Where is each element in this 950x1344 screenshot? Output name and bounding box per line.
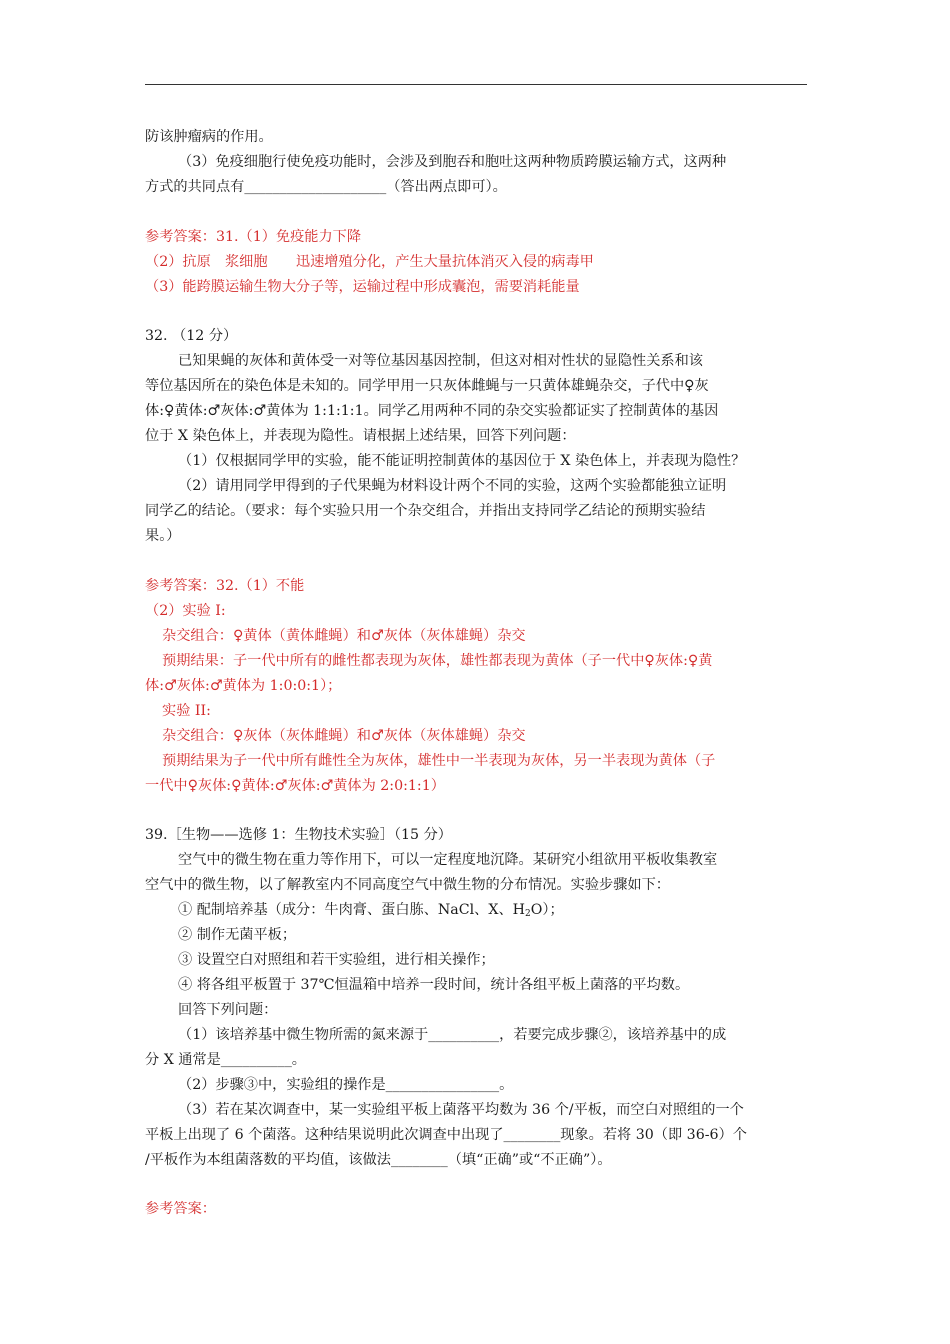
q32-para-2: 等位基因所在的染色体是未知的。同学甲用一只灰体雌蝇与一只黄体雄蝇杂交，子代中♀灰	[145, 378, 709, 394]
answer-32-experiment-1: （2）实验 I:	[145, 603, 226, 619]
q39-prompt: 回答下列问题：	[178, 1002, 278, 1018]
q32-para-1: 已知果蝇的灰体和黄体受一对等位基因基因控制，但这对相对性状的显隐性关系和该	[178, 353, 703, 369]
answer-31-line-1: 参考答案：31.（1）免疫能力下降	[145, 229, 362, 245]
answer-32-result-2-cont: 一代中♀灰体:♀黄体:♂灰体:♂黄体为 2:0:1:1）	[145, 778, 445, 794]
q39-step-1-end: O）；	[530, 902, 564, 918]
q32-part-2-end: 果。）	[145, 528, 181, 544]
answer-31-line-2: （2）抗原 浆细胞 迅速增殖分化，产生大量抗体消灭入侵的病毒甲	[145, 254, 594, 270]
q32-part-2: （2）请用同学甲得到的子代果蝇为材料设计两个不同的实验，这两个实验都能独立证明	[178, 478, 727, 494]
answer-32-result-2: 预期结果为子一代中所有雌性全为灰体，雄性中一半表现为灰体，另一半表现为黄体（子	[162, 753, 716, 769]
answer-32-experiment-2: 实验 II:	[162, 703, 211, 719]
q39-part-3-cont: 平板上出现了 6 个菌落。这种结果说明此次调查中出现了________现象。若将 30（即 36-6）个	[145, 1127, 747, 1143]
q39-header: 39.［生物——选修 1：生物技术实验］（15 分）	[145, 827, 452, 843]
q32-part-2-cont: 同学乙的结论。（要求：每个实验只用一个杂交组合，并指出支持同学乙结论的预期实验结	[145, 503, 706, 519]
q32-part-1: （1）仅根据同学甲的实验，能不能证明控制黄体的基因位于 X 染色体上，并表现为隐性？	[178, 453, 746, 469]
q31-part-3: （3）免疫细胞行使免疫功能时，会涉及到胞吞和胞吐这两种物质跨膜运输方式，这两种	[178, 154, 727, 170]
answer-32-cross-2: 杂交组合：♀灰体（灰体雌蝇）和♂灰体（灰体雄蝇）杂交	[162, 728, 526, 744]
answer-39-line-1: 参考答案：	[145, 1201, 216, 1217]
q39-part-3: （3）若在某次调查中，某一实验组平板上菌落平均数为 36 个/平板，而空白对照组的一个	[178, 1102, 744, 1118]
q31-line-1: 防该肿瘤病的作用。	[145, 129, 273, 145]
q39-step-1-text: ① 配制培养基（成分：牛肉膏、蛋白胨、NaCl、X、H	[178, 902, 525, 918]
q39-part-1-cont: 分 X 通常是__________。	[145, 1052, 306, 1068]
q32-header: 32. （12 分）	[145, 328, 238, 344]
q32-para-4: 位于 X 染色体上，并表现为隐性。请根据上述结果，回答下列问题：	[145, 428, 576, 444]
q39-step-1	[178, 900, 564, 920]
q39-part-2: （2）步骤③中，实验组的操作是________________。	[178, 1077, 514, 1093]
q39-para-2: 空气中的微生物，以了解教室内不同高度空气中微生物的分布情况。实验步骤如下：	[145, 877, 670, 893]
header-rule	[145, 84, 807, 85]
answer-32-cross-1: 杂交组合：♀黄体（黄体雌蝇）和♂灰体（灰体雄蝇）杂交	[162, 628, 526, 644]
q39-step-2: ② 制作无菌平板；	[178, 927, 297, 943]
q39-part-1: （1）该培养基中微生物所需的氮来源于__________，若要完成步骤②，该培养基中的成	[178, 1027, 727, 1043]
answer-32-line-1: 参考答案：32.（1）不能	[145, 578, 305, 594]
q39-part-3-end: /平板作为本组菌落数的平均值，该做法________（填“正确”或“不正确”）。	[145, 1152, 612, 1168]
q39-step-4: ④ 将各组平板置于 37℃恒温箱中培养一段时间，统计各组平板上菌落的平均数。	[178, 977, 690, 993]
answer-32-result-1-cont: 体:♂灰体:♂黄体为 1:0:0:1）；	[145, 678, 342, 694]
answer-31-line-3: （3）能跨膜运输生物大分子等，运输过程中形成囊泡，需要消耗能量	[145, 279, 580, 295]
q31-part-3-cont: 方式的共同点有____________________（答出两点即可）。	[145, 179, 507, 195]
q32-para-3: 体:♀黄体:♂灰体:♂黄体为 1:1:1:1。同学乙用两种不同的杂交实验都证实了控制黄体的基因	[145, 403, 719, 419]
q39-para-1: 空气中的微生物在重力等作用下，可以一定程度地沉降。某研究小组欲用平板收集教室	[178, 852, 718, 868]
answer-32-result-1: 预期结果：子一代中所有的雌性都表现为灰体，雄性都表现为黄体（子一代中♀灰体:♀黄	[162, 653, 713, 669]
q39-step-1-subscript: 2	[525, 909, 531, 919]
q39-step-3: ③ 设置空白对照组和若干实验组，进行相关操作；	[178, 952, 495, 968]
